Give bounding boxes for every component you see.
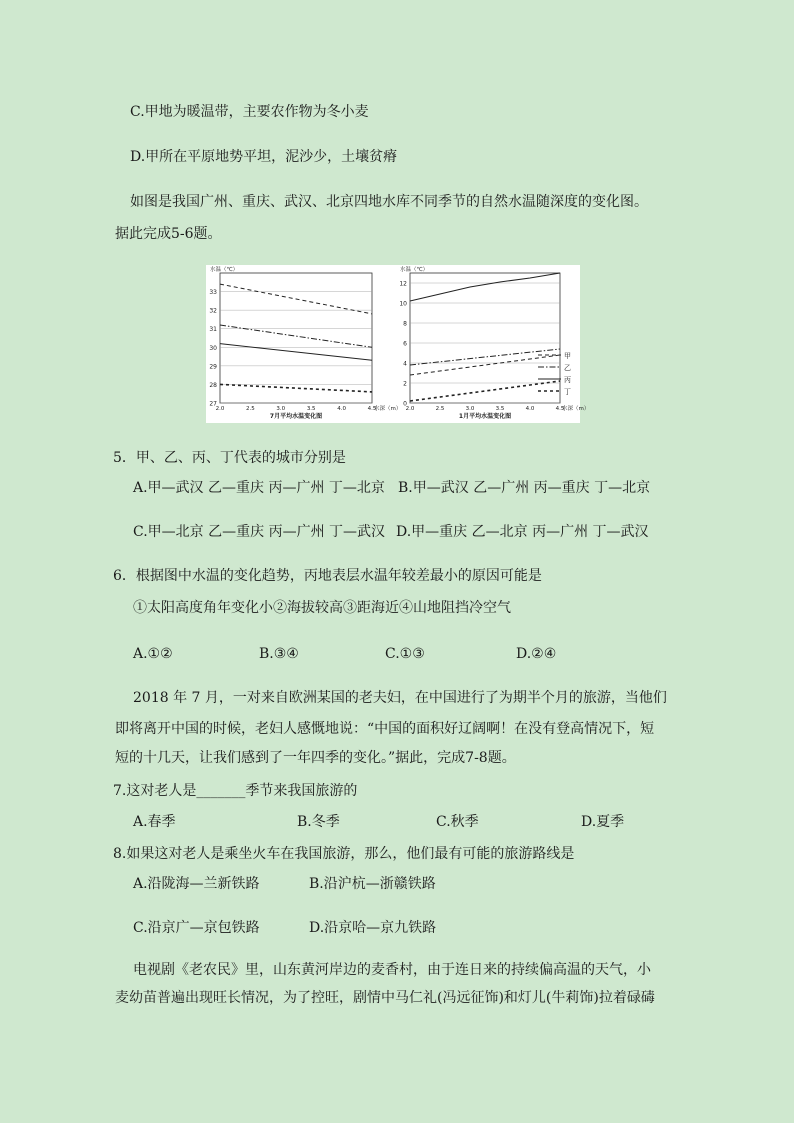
passage-3-line-2: 麦幼苗普遍出现旺长情况，为了控旺，剧情中马仁礼(冯远征饰)和灯儿(牛莉饰)拉着碌碡 xyxy=(115,990,655,1006)
legend-label-丁: 丁 xyxy=(564,388,571,396)
jan-x-tick-label: 3.0 xyxy=(465,406,475,412)
jan-x-tick-label: 2.5 xyxy=(435,406,445,412)
q6-items: ①太阳高度角年变化小②海拔较高③距海近④山地阻挡冷空气 xyxy=(133,600,511,616)
jan-y-axis-label: 水温（℃） xyxy=(400,267,429,273)
intro-paragraph-line-1: 如图是我国广州、重庆、武汉、北京四地水库不同季节的自然水温随深度的变化图。 xyxy=(130,194,648,210)
july-y-tick-label: 29 xyxy=(209,363,217,371)
july-series-乙 xyxy=(220,325,372,347)
july-x-axis-label: 水深（m） xyxy=(374,406,402,412)
prev-option-c: C.甲地为暖温带，主要农作物为冬小麦 xyxy=(130,104,369,120)
intro-paragraph-line-2: 据此完成5-6题。 xyxy=(115,226,222,242)
question-7: 7.这对老人是_______季节来我国旅游的 xyxy=(113,783,358,799)
july-x-tick-label: 2.5 xyxy=(246,406,255,412)
q5-option-b[interactable]: B.甲—武汉 乙—广州 丙—重庆 丁—北京 xyxy=(398,480,651,496)
july-y-tick-label: 31 xyxy=(209,326,217,334)
jan-y-tick-label: 2 xyxy=(403,380,407,388)
july-y-tick-label: 32 xyxy=(209,307,217,315)
legend-label-丙: 丙 xyxy=(564,376,571,384)
july-series-甲 xyxy=(220,284,372,314)
q6-option-a[interactable]: A.①② xyxy=(133,646,173,662)
passage-2-line-1: 2018 年 7 月，一对来自欧洲某国的老夫妇，在中国进行了为期半个月的旅游，当他们 xyxy=(133,690,667,706)
july-chart-title: 7月平均水温变化图 xyxy=(269,413,323,420)
july-y-tick-label: 33 xyxy=(209,289,217,297)
q7-option-a[interactable]: A.春季 xyxy=(133,814,176,830)
july-x-tick-label: 4.0 xyxy=(337,406,346,412)
jan-y-tick-label: 4 xyxy=(403,360,407,368)
jan-series-乙 xyxy=(410,349,560,365)
passage-3-line-1: 电视剧《老农民》里，山东黄河岸边的麦香村，由于连日来的持续偏高温的天气，小 xyxy=(133,962,651,978)
q5-option-d[interactable]: D.甲—重庆 乙—北京 丙—广州 丁—武汉 xyxy=(396,524,649,540)
july-x-tick-label: 2.0 xyxy=(215,406,225,412)
passage-2-line-2: 即将离开中国的时候，老妇人感慨地说：“中国的面积好辽阔啊！在没有登高情况下，短 xyxy=(115,721,655,737)
q6-option-d[interactable]: D.②④ xyxy=(516,646,557,662)
water-temperature-charts xyxy=(206,265,590,423)
q6-option-c[interactable]: C.①③ xyxy=(385,646,425,662)
july-x-tick-label: 3.0 xyxy=(276,406,286,412)
q7-option-b[interactable]: B.冬季 xyxy=(297,814,340,830)
july-x-tick-label: 4.5 xyxy=(367,406,377,412)
jan-y-tick-label: 10 xyxy=(399,300,407,308)
question-8: 8.如果这对老人是乘坐火车在我国旅游，那么，他们最有可能的旅游路线是 xyxy=(113,846,575,862)
jan-y-tick-label: 6 xyxy=(403,340,407,348)
q8-option-d[interactable]: D.沿京哈—京九铁路 xyxy=(309,920,437,936)
jan-x-tick-label: 3.5 xyxy=(495,406,505,412)
q7-option-c[interactable]: C.秋季 xyxy=(436,814,479,830)
passage-2-line-3: 短的十几天，让我们感到了一年四季的变化。”据此，完成7-8题。 xyxy=(115,750,516,766)
jan-y-tick-label: 8 xyxy=(403,320,407,328)
q8-option-a[interactable]: A.沿陇海—兰新铁路 xyxy=(133,876,260,892)
jan-y-tick-label: 12 xyxy=(399,280,407,288)
jan-x-tick-label: 2.0 xyxy=(405,406,415,412)
july-y-tick-label: 30 xyxy=(209,344,217,352)
jan-series-丙 xyxy=(410,273,560,301)
jan-x-axis-label: 水深（m） xyxy=(562,406,590,412)
legend-label-乙: 乙 xyxy=(564,364,571,372)
q5-option-c[interactable]: C.甲—北京 乙—重庆 丙—广州 丁—武汉 xyxy=(133,524,386,540)
july-plot-frame xyxy=(220,273,372,403)
july-y-tick-label: 27 xyxy=(209,400,217,408)
question-5: 5．甲、乙、丙、丁代表的城市分别是 xyxy=(113,450,346,466)
jan-x-tick-label: 4.5 xyxy=(555,406,565,412)
water-temperature-figure xyxy=(206,265,590,423)
july-series-丁 xyxy=(220,384,372,392)
jan-y-tick-label: 0 xyxy=(403,400,407,408)
q5-option-a[interactable]: A.甲—武汉 乙—重庆 丙—广州 丁—北京 xyxy=(133,480,385,496)
july-x-tick-label: 3.5 xyxy=(306,406,316,412)
jan-chart-title: 1月平均水温变化图 xyxy=(458,413,512,420)
q8-option-b[interactable]: B.沿沪杭—浙赣铁路 xyxy=(309,876,436,892)
jan-series-甲 xyxy=(410,355,560,375)
july-y-axis-label: 水温（℃） xyxy=(210,267,239,273)
jan-x-tick-label: 4.0 xyxy=(525,406,535,412)
question-6: 6．根据图中水温的变化趋势，丙地表层水温年较差最小的原因可能是 xyxy=(113,568,542,584)
prev-option-d: D.甲所在平原地势平坦，泥沙少，土壤贫瘠 xyxy=(130,149,398,165)
july-y-tick-label: 28 xyxy=(209,381,217,389)
q8-option-c[interactable]: C.沿京广—京包铁路 xyxy=(133,920,260,936)
q7-option-d[interactable]: D.夏季 xyxy=(581,814,625,830)
july-series-丙 xyxy=(220,344,372,361)
q6-option-b[interactable]: B.③④ xyxy=(259,646,299,662)
legend-label-甲: 甲 xyxy=(564,352,571,360)
jan-series-丁 xyxy=(410,381,560,401)
